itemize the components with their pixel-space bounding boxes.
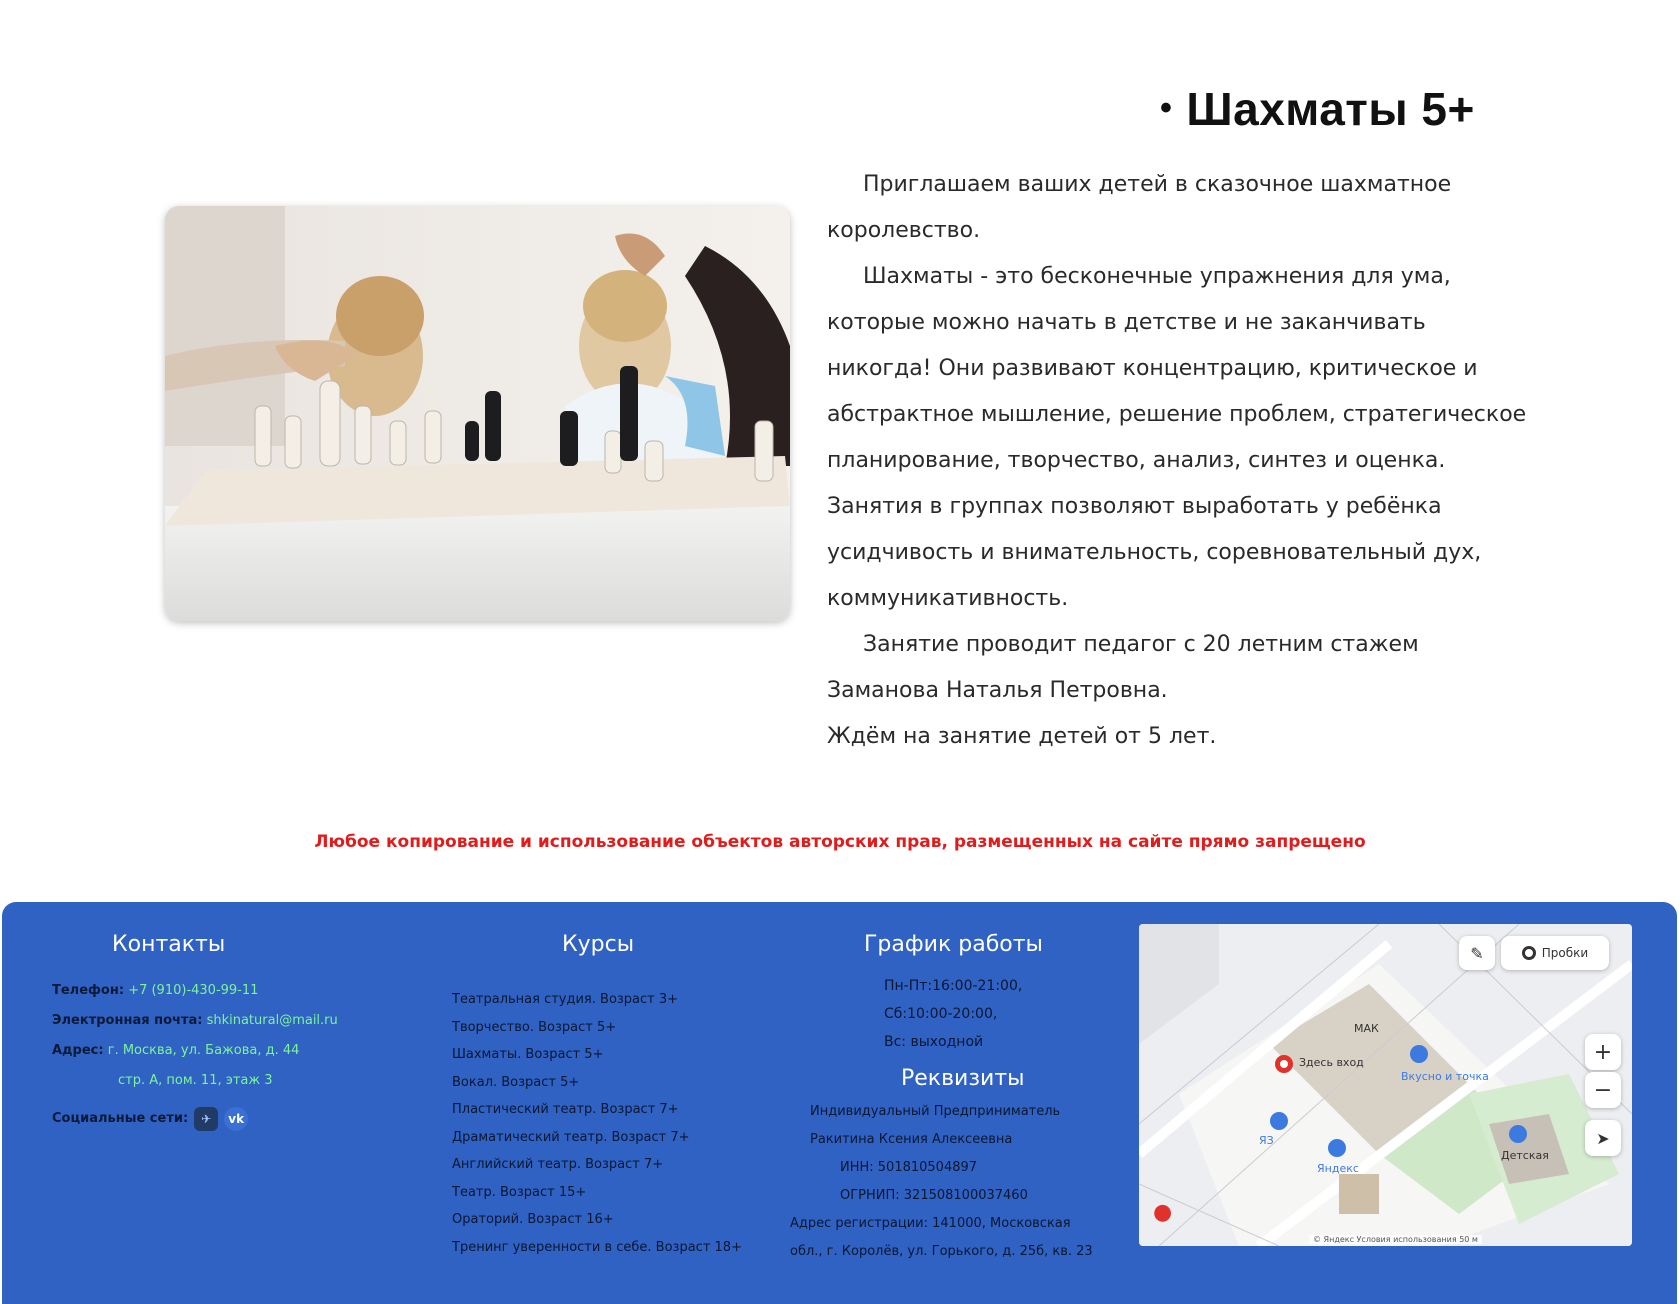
map-label: МАК xyxy=(1354,1022,1379,1035)
requisites-block xyxy=(790,1098,1093,1266)
course-description xyxy=(827,162,1527,760)
social-row xyxy=(52,1104,338,1134)
telegram-icon[interactable]: ✈ xyxy=(194,1107,218,1131)
requisites-line: Адрес регистрации: 141000, Московская xyxy=(790,1216,1071,1231)
description-paragraph-3: Занятие проводит педагог с 20 летним стажем Заманова Наталья Петровна. xyxy=(827,632,1419,703)
address-line-1: г. Москва, ул. Бажова, д. 44 xyxy=(107,1043,300,1058)
schedule-weekdays: Пн-Пт:16:00-21:00, xyxy=(884,978,1023,994)
map-tiles xyxy=(1139,924,1632,1246)
phone-row xyxy=(52,976,338,1006)
description-paragraph-2: Шахматы - это бесконечные упражнения для ума, которые можно начать в детстве и не заканчивать никогда! Они развивают концентрацию, критическое и абстрактное мышление, решение проблем, стратегическое планирование, творчество, анализ, синтез и оценка. Занятия в группах позволяют выработать у ребёнка усидчивость и внимательность, соревновательный дух, коммуникативность. xyxy=(827,264,1527,611)
address-label: Адрес: xyxy=(52,1043,104,1058)
course-link[interactable]: Драматический театр. Возраст 7+ xyxy=(452,1129,690,1145)
address-row xyxy=(52,1036,338,1066)
zoom-out-button[interactable]: − xyxy=(1585,1072,1621,1108)
schedule-heading: График работы xyxy=(864,932,1043,957)
requisites-line: обл., г. Королёв, ул. Горького, д. 25б, кв. 23 xyxy=(790,1244,1093,1259)
page-title-text: Шахматы 5+ xyxy=(1186,83,1475,135)
description-paragraph-1: Приглашаем ваших детей в сказочное шахматное королевство. xyxy=(827,172,1452,243)
course-link[interactable]: Английский театр. Возраст 7+ xyxy=(452,1157,664,1172)
vk-icon[interactable]: vk xyxy=(224,1107,248,1131)
requisites-line: Ракитина Ксения Алексеевна xyxy=(810,1132,1013,1147)
course-link[interactable]: Творчество. Возраст 5+ xyxy=(452,1019,617,1035)
phone-link[interactable]: +7 (910)-430-99-11 xyxy=(128,983,259,998)
contacts-block xyxy=(52,976,338,1134)
courses-list xyxy=(452,986,742,1261)
email-label: Электронная почта: xyxy=(52,1013,203,1028)
map-label: Яндекс xyxy=(1317,1162,1359,1175)
locate-arrow-icon[interactable]: ➤ xyxy=(1585,1120,1621,1156)
site-footer xyxy=(2,902,1677,1304)
copyright-notice: Любое копирование и использование объектов авторских прав, размещенных на сайте прямо запрещено xyxy=(314,832,1366,852)
course-link[interactable]: Театральная студия. Возраст 3+ xyxy=(452,992,679,1007)
phone-label: Телефон: xyxy=(52,983,125,998)
requisites-inn: ИНН: 501810504897 xyxy=(840,1160,978,1175)
courses-heading: Курсы xyxy=(562,932,635,957)
course-link[interactable]: Пластический театр. Возраст 7+ xyxy=(452,1102,679,1117)
requisites-line: Индивидуальный Предприниматель xyxy=(810,1104,1061,1119)
description-paragraph-4: Ждём на занятие детей от 5 лет. xyxy=(827,724,1217,749)
schedule-saturday: Сб:10:00-20:00, xyxy=(884,1006,998,1022)
requisites-heading: Реквизиты xyxy=(901,1066,1025,1091)
title-bullet: • xyxy=(1160,89,1173,127)
map-label: Вкусно и точка xyxy=(1401,1070,1489,1083)
chess-photo-illustration xyxy=(165,206,790,621)
course-link[interactable]: Тренинг уверенности в себе. Возраст 18+ xyxy=(452,1239,742,1255)
contacts-heading: Контакты xyxy=(112,932,226,957)
chess-class-photo xyxy=(165,206,790,621)
traffic-icon xyxy=(1522,946,1536,960)
map-label: Детская xyxy=(1501,1149,1549,1162)
map-entrance-label: Здесь вход xyxy=(1299,1056,1364,1069)
course-link[interactable]: Шахматы. Возраст 5+ xyxy=(452,1047,604,1062)
ruler-icon[interactable]: ✎ xyxy=(1459,936,1495,970)
map-attribution[interactable]: © Яндекс Условия использования 50 м xyxy=(1309,1235,1482,1244)
traffic-button[interactable] xyxy=(1501,936,1609,970)
schedule-block xyxy=(884,972,1022,1056)
course-link[interactable]: Вокал. Возраст 5+ xyxy=(452,1074,580,1090)
social-label: Социальные сети: xyxy=(52,1111,189,1126)
email-link[interactable]: shkinatural@mail.ru xyxy=(206,1013,338,1028)
traffic-label: Пробки xyxy=(1541,946,1589,960)
map-pin-icon[interactable]: ● xyxy=(1153,1200,1173,1225)
course-link[interactable]: Ораторий. Возраст 16+ xyxy=(452,1212,614,1227)
zoom-in-button[interactable]: + xyxy=(1585,1034,1621,1070)
schedule-sunday: Вс: выходной xyxy=(884,1034,984,1050)
course-link[interactable]: Театр. Возраст 15+ xyxy=(452,1184,587,1200)
page-title xyxy=(1160,82,1475,136)
map-label: ЯЗ xyxy=(1259,1134,1274,1147)
requisites-ogrnip: ОГРНИП: 321508100037460 xyxy=(840,1188,1028,1203)
address-line-2: стр. А, пом. 11, этаж 3 xyxy=(118,1073,273,1088)
email-row xyxy=(52,1006,338,1036)
location-map[interactable] xyxy=(1139,924,1632,1246)
